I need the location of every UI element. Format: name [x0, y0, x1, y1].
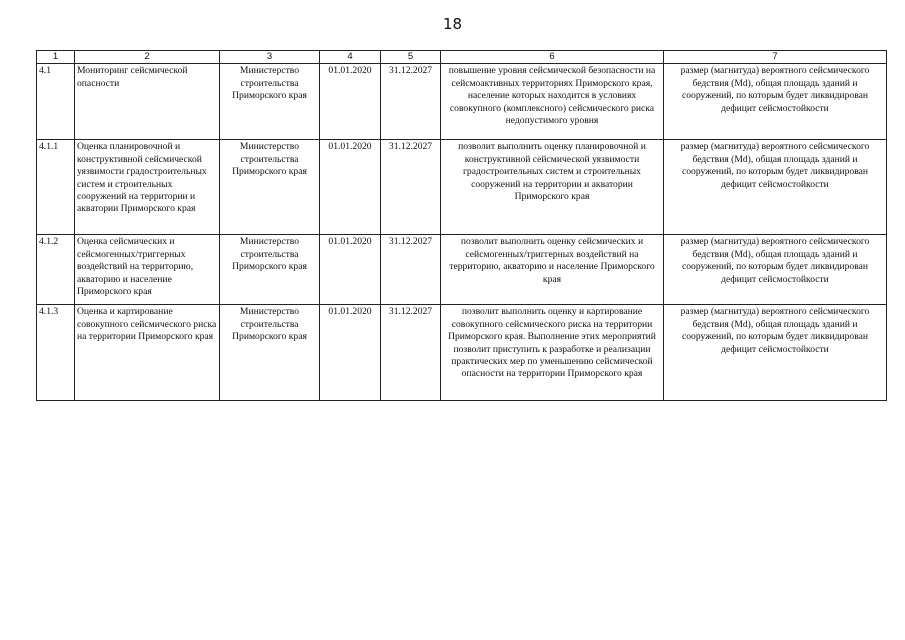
- measure-result: позволит выполнить оценку и картирование совокупного сейсмического риска на территории Приморского края. Выполнение этих мероприятий позволит приступить к разработке и реализации практических мер по уменьшению сейсмической опасности на территории Приморского края: [441, 305, 664, 401]
- measure-end-date: 31.12.2027: [381, 235, 441, 305]
- measure-number: 4.1.3: [37, 305, 75, 401]
- column-header: 4: [320, 51, 381, 64]
- measure-end-date: 31.12.2027: [381, 140, 441, 235]
- measure-indicator: размер (магнитуда) вероятного сейсмического бедствия (Md), общая площадь зданий и сооружений, по которым будет ликвидирован дефицит сейсмостойкости: [664, 235, 887, 305]
- measure-indicator: размер (магнитуда) вероятного сейсмического бедствия (Md), общая площадь зданий и сооружений, по которым будет ликвидирован дефицит сейсмостойкости: [664, 140, 887, 235]
- measure-result: позволит выполнить оценку планировочной и конструктивной сейсмической уязвимости градостроительных систем и строительных сооружений на территории и акватории Приморского края: [441, 140, 664, 235]
- measure-executor: Министерство строительства Приморского края: [220, 305, 320, 401]
- measure-executor: Министерство строительства Приморского края: [220, 64, 320, 140]
- measure-start-date: 01.01.2020: [320, 305, 381, 401]
- measure-name: Оценка и картирование совокупного сейсмического риска на территории Приморского края: [75, 305, 220, 401]
- measure-executor: Министерство строительства Приморского края: [220, 140, 320, 235]
- measure-start-date: 01.01.2020: [320, 235, 381, 305]
- measure-result: позволит выполнить оценку сейсмических и сейсмогенных/триггерных воздействий на территорию, акваторию и население Приморского края: [441, 235, 664, 305]
- page-number: 18: [442, 15, 463, 33]
- measure-name: Мониторинг сейсмической опасности: [75, 64, 220, 140]
- measure-number: 4.1: [37, 64, 75, 140]
- measure-number: 4.1.1: [37, 140, 75, 235]
- measure-end-date: 31.12.2027: [381, 305, 441, 401]
- measure-start-date: 01.01.2020: [320, 140, 381, 235]
- column-header: 3: [220, 51, 320, 64]
- measures-table: [36, 50, 887, 401]
- table-row: [37, 235, 887, 305]
- column-header: 7: [664, 51, 887, 64]
- table-header-row: [37, 51, 887, 64]
- table-row: [37, 305, 887, 401]
- measure-name: Оценка планировочной и конструктивной сейсмической уязвимости градостроительных систем и строительных сооружений на территории и акватории Приморского края: [75, 140, 220, 235]
- column-header: 2: [75, 51, 220, 64]
- measure-start-date: 01.01.2020: [320, 64, 381, 140]
- measure-indicator: размер (магнитуда) вероятного сейсмического бедствия (Md), общая площадь зданий и сооружений, по которым будет ликвидирован дефицит сейсмостойкости: [664, 305, 887, 401]
- measure-name: Оценка сейсмических и сейсмогенных/триггерных воздействий на территорию, акваторию и население Приморского края: [75, 235, 220, 305]
- measure-result: повышение уровня сейсмической безопасности на сейсмоактивных территориях Приморского края, население которых находится в условиях совокупного (комплексного) сейсмического риска недопустимого уровня: [441, 64, 664, 140]
- table-row: [37, 64, 887, 140]
- column-header: 6: [441, 51, 664, 64]
- column-header: 5: [381, 51, 441, 64]
- table-row: [37, 140, 887, 235]
- measure-end-date: 31.12.2027: [381, 64, 441, 140]
- measure-executor: Министерство строительства Приморского края: [220, 235, 320, 305]
- measure-indicator: размер (магнитуда) вероятного сейсмического бедствия (Md), общая площадь зданий и сооружений, по которым будет ликвидирован дефицит сейсмостойкости: [664, 64, 887, 140]
- column-header: 1: [37, 51, 75, 64]
- measure-number: 4.1.2: [37, 235, 75, 305]
